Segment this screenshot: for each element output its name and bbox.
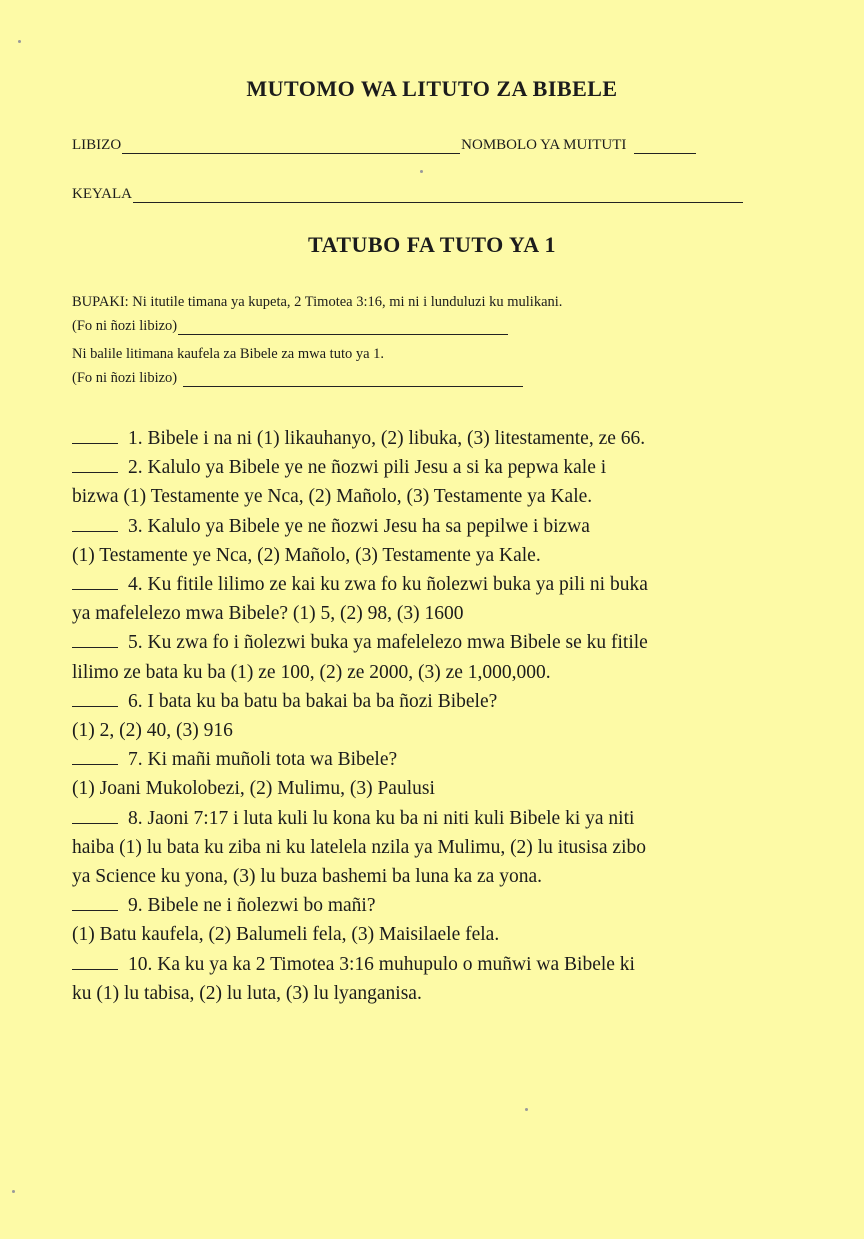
question-5 (72, 628, 812, 686)
question-4-text: 4. Ku fitile lilimo ze kai ku zwa fo ku ñolezwi buka ya pili ni buka (128, 574, 648, 596)
bupaki-row-4 (72, 370, 524, 387)
scan-speck (525, 1108, 528, 1111)
nombolo-blank[interactable] (634, 139, 696, 154)
answer-blank-7[interactable] (72, 746, 118, 765)
question-8-text: 8. Jaoni 7:17 i luta kuli lu kona ku ba ni niti kuli Bibele ki ya niti (128, 807, 635, 829)
question-2-cont: bizwa (1) Testamente ye Nca, (2) Mañolo, (3) Testamente ya Kale. (72, 486, 593, 508)
question-7 (72, 745, 812, 803)
answer-blank-5[interactable] (72, 629, 118, 648)
question-7-text: 7. Ki mañi muñoli tota wa Bibele? (128, 749, 398, 771)
question-8-cont2: ya Science ku yona, (3) lu buza bashemi ba luna ka za yona. (72, 866, 542, 888)
nombolo-label: NOMBOLO YA MUITUTI (461, 137, 627, 153)
bupaki-line-4: (Fo ni ñozi libizo) (72, 370, 178, 386)
question-7-cont: (1) Joani Mukolobezi, (2) Mulimu, (3) Paulusi (72, 778, 435, 800)
keyala-label: KEYALA (72, 186, 132, 202)
question-9-text: 9. Bibele ne i ñolezwi bo mañi? (128, 895, 376, 917)
question-6-cont: (1) 2, (2) 40, (3) 916 (72, 720, 233, 742)
bupaki-line-2: (Fo ni ñozi libizo) (72, 318, 178, 334)
bupaki-blank-1[interactable] (178, 320, 508, 335)
question-4-cont: ya mafelelezo mwa Bibele? (1) 5, (2) 98, (3) 1600 (72, 603, 464, 625)
bupaki-row-2 (72, 318, 509, 335)
question-2 (72, 453, 812, 511)
document-title: MUTOMO WA LITUTO ZA BIBELE (246, 76, 618, 101)
bupaki-blank-2[interactable] (183, 372, 523, 387)
scan-speck (12, 1190, 15, 1193)
libizo-blank[interactable] (122, 139, 460, 154)
question-1 (72, 424, 812, 453)
question-10 (72, 950, 812, 1008)
question-9-cont: (1) Batu kaufela, (2) Balumeli fela, (3) Maisilaele fela. (72, 924, 500, 946)
question-3 (72, 512, 812, 570)
question-8-cont: haiba (1) lu bata ku ziba ni ku latelela nzila ya Mulimu, (2) lu itusisa zibo (72, 836, 647, 858)
question-1-text: 1. Bibele i na ni (1) likauhanyo, (2) libuka, (3) litestamente, ze 66. (128, 428, 646, 449)
answer-blank-9[interactable] (72, 892, 118, 911)
scan-speck (18, 40, 21, 43)
section-title: TATUBO FA TUTO YA 1 (308, 232, 556, 257)
question-10-text: 10. Ka ku ya ka 2 Timotea 3:16 muhupulo o muñwi wa Bibele ki (128, 953, 635, 975)
question-6-text: 6. I bata ku ba batu ba bakai ba ba ñozi Bibele? (128, 690, 498, 712)
answer-blank-4[interactable] (72, 571, 118, 590)
question-8 (72, 804, 812, 892)
question-3-cont: (1) Testamente ye Nca, (2) Mañolo, (3) Testamente ya Kale. (72, 544, 541, 566)
question-9 (72, 891, 812, 949)
answer-blank-10[interactable] (72, 951, 118, 970)
libizo-row (72, 137, 697, 154)
question-4 (72, 570, 812, 628)
keyala-blank[interactable] (133, 188, 743, 203)
question-2-text: 2. Kalulo ya Bibele ye ne ñozwi pili Jesu a si ka pepwa kale i (128, 457, 607, 479)
answer-blank-3[interactable] (72, 513, 118, 532)
question-3-text: 3. Kalulo ya Bibele ye ne ñozwi Jesu ha sa pepilwe i bizwa (128, 515, 590, 537)
answer-blank-6[interactable] (72, 688, 118, 707)
question-6 (72, 687, 812, 745)
question-list (72, 424, 812, 1008)
answer-blank-8[interactable] (72, 805, 118, 824)
answer-blank-1[interactable] (72, 425, 118, 444)
answer-blank-2[interactable] (72, 454, 118, 473)
keyala-row (72, 186, 744, 203)
bupaki-line-3: Ni balile litimana kaufela za Bibele za mwa tuto ya 1. (72, 346, 385, 362)
question-10-cont: ku (1) lu tabisa, (2) lu luta, (3) lu lyanganisa. (72, 982, 422, 1004)
question-5-text: 5. Ku zwa fo i ñolezwi buka ya mafelelezo mwa Bibele se ku fitile (128, 632, 648, 654)
question-5-cont: lilimo ze bata ku ba (1) ze 100, (2) ze 2000, (3) ze 1,000,000. (72, 661, 551, 683)
scan-speck (420, 170, 423, 173)
libizo-label: LIBIZO (72, 137, 122, 153)
bupaki-line-1: BUPAKI: Ni itutile timana ya kupeta, 2 Timotea 3:16, mi ni i lunduluzi ku mulikani. (72, 294, 563, 310)
